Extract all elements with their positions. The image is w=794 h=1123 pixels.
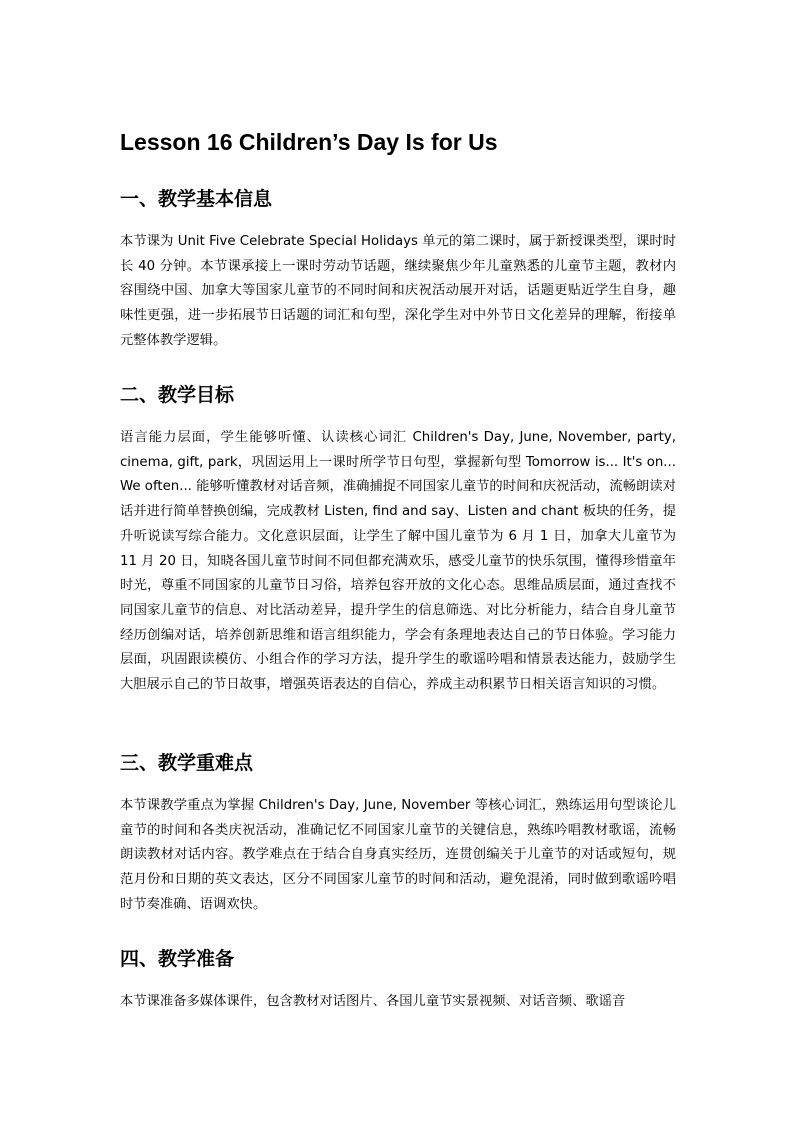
section-body-objectives: 语言能力层面，学生能够听懂、认读核心词汇 Children's Day, June, November, party, cinema, gift, park，巩固运用上一课时所学节日句型，掌握新句型 Tomorrow is... It's on... We often... 能够听懂教材对话音频，准确捕捉不同国家儿童节的时间和庆祝活动，流畅朗读对话并进行简单替换创编，完成教材 Listen, find and say、Listen and chant 板块的任务，提升听说读写综合能力。文化意识层面，让学生了解中国儿童节为 6 月 1 日，加拿大儿童节为 11 月 20 日，知晓各国儿童节时间不同但都充满欢乐，感受儿童节的快乐氛围，懂得珍惜童年时光，尊重不同国家的儿童节日习俗，培养包容开放的文化心态。思维品质层面，通过查找不同国家儿童节的信息、对比活动差异，提升学生的信息筛选、对比分析能力，结合自身儿童节经历创编对话，培养创新思维和语言组织能力，学会有条理地表达自己的节日体验。学习能力层面，巩固跟读模仿、小组合作的学习方法，提升学生的歌谣吟唱和情景表达能力，鼓励学生大胆展示自己的节日故事，增强英语表达的自信心，养成主动积累节日相关语言知识的习惯。	[120, 430, 676, 693]
document-page	[120, 126, 676, 1016]
section-body-key-points: 本节课教学重点为掌握 Children's Day, June, November 等核心词汇，熟练运用句型谈论儿童节的时间和各类庆祝活动，准确记忆不同国家儿童节的关键信息，熟练吟唱教材歌谣，流畅朗读教材对话内容。教学难点在于结合自身真实经历，连贯创编关于儿童节的对话或短句，规范月份和日期的英文表达，区分不同国家儿童节的时间和活动，避免混淆，同时做到歌谣吟唱时节奏准确、语调欢快。	[120, 798, 676, 912]
section-heading-preparation: 四、教学准备	[120, 948, 235, 970]
section-heading-basic-info: 一、教学基本信息	[120, 188, 273, 210]
section-body-preparation: 本节课准备多媒体课件，包含教材对话图片、各国儿童节实景视频、对话音频、歌谣音	[120, 994, 626, 1009]
document-title: Lesson 16 Children’s Day Is for Us	[120, 129, 498, 155]
section-heading-key-points: 三、教学重难点	[120, 752, 254, 774]
section-heading-objectives: 二、教学目标	[120, 384, 235, 406]
section-body-basic-info: 本节课为 Unit Five Celebrate Special Holidays 单元的第二课时，属于新授课类型，课时时长 40 分钟。本节课承接上一课时劳动节话题，继续聚焦少年儿童熟悉的儿童节主题，教材内容围绕中国、加拿大等国家儿童节的不同时间和庆祝活动展开对话，话题更贴近学生自身，趣味性更强，进一步拓展节日话题的词汇和句型，深化学生对中外节日文化差异的理解，衔接单元整体教学逻辑。	[120, 234, 676, 348]
